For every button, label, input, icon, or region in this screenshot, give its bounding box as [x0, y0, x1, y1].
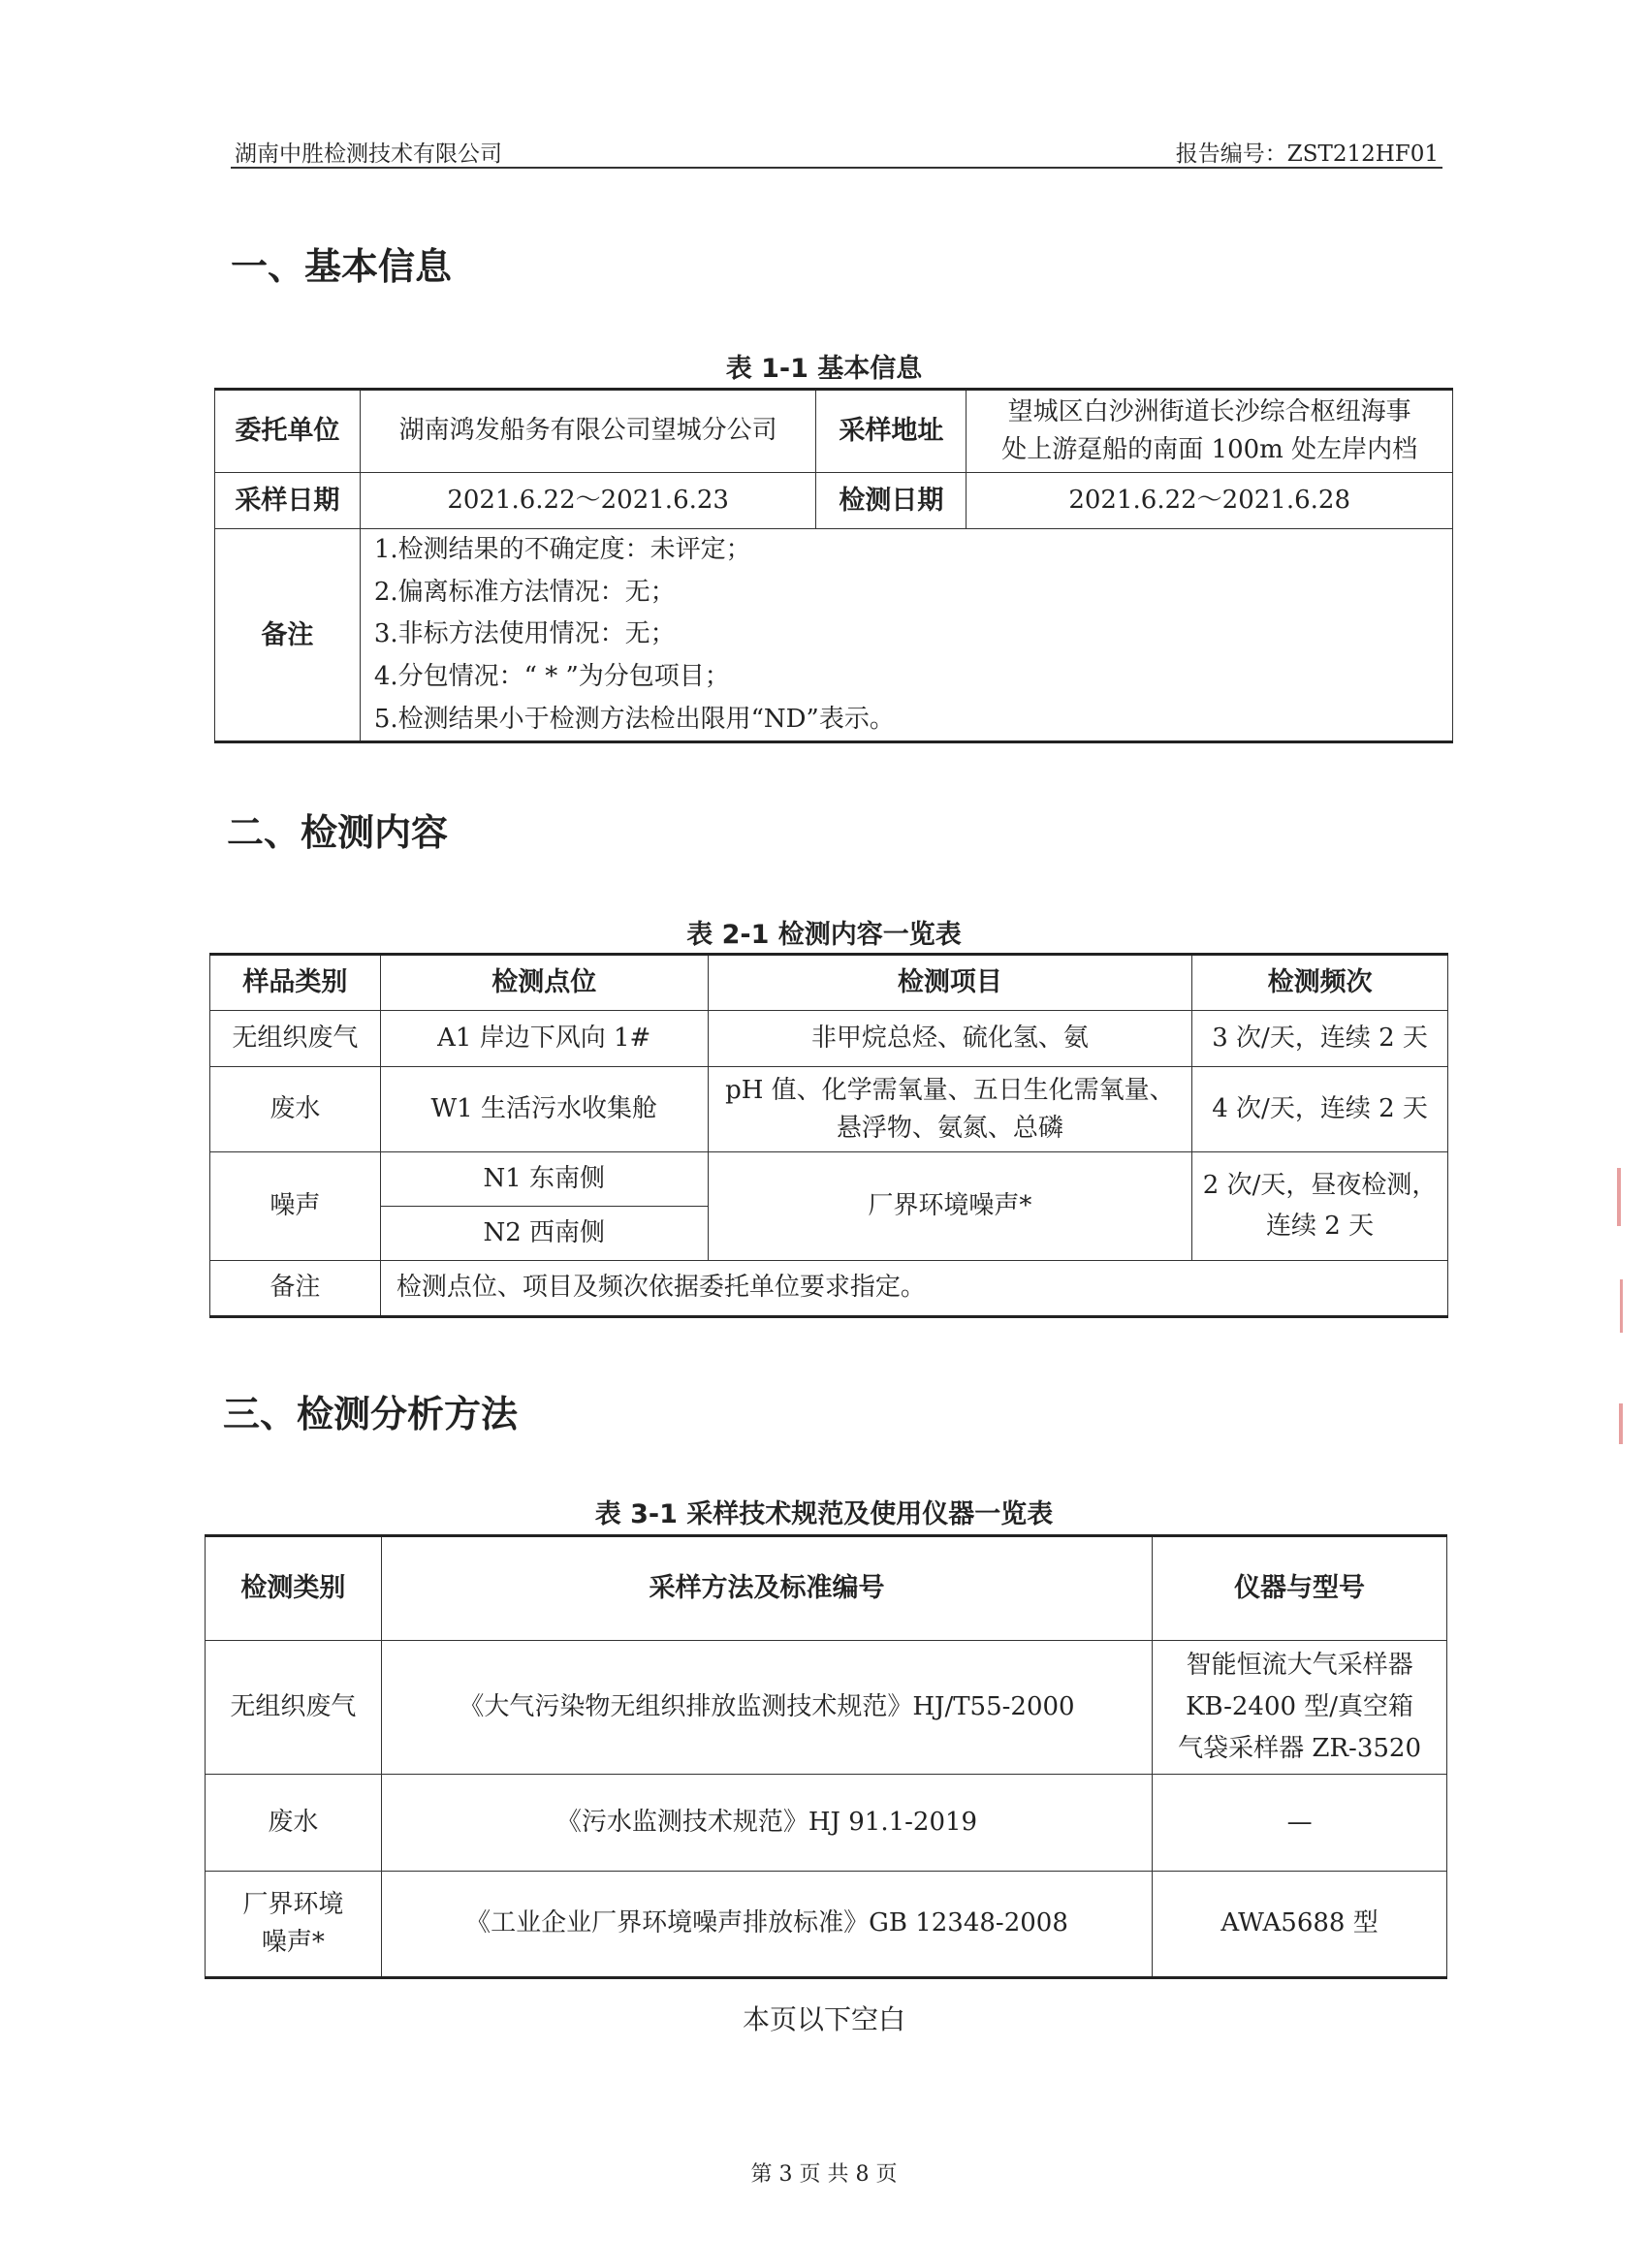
company-name: 湖南中胜检测技术有限公司 — [235, 142, 502, 167]
sample-date-label: 采样日期 — [215, 473, 361, 529]
remarks-label: 备注 — [215, 529, 361, 742]
items-line: pH 值、化学需氧量、五日生化需氧量、 — [725, 1075, 1175, 1105]
point-cell: N2 西南侧 — [380, 1207, 708, 1261]
frequency-cell — [1192, 1152, 1448, 1261]
table1-caption: 表 1-1 基本信息 — [725, 354, 923, 384]
site-line: 望城区白沙洲街道长沙综合枢纽海事 — [1007, 397, 1411, 426]
instrument-line: KB-2400 型/真空箱 — [1186, 1692, 1414, 1722]
method-cell: 《工业企业厂界环境噪声排放标准》GB 12348-2008 — [381, 1872, 1152, 1978]
table-row — [210, 1261, 1448, 1317]
client-value: 湖南鸿发船务有限公司望城分公司 — [360, 390, 816, 473]
page-header — [231, 132, 1442, 169]
category-cell: 废水 — [210, 1067, 381, 1152]
section-title-test-content: 二、检测内容 — [227, 811, 449, 854]
table-row — [206, 1872, 1447, 1978]
remarks-list — [360, 529, 1452, 742]
sample-date-value: 2021.6.22～2021.6.23 — [360, 473, 816, 529]
remark-label: 备注 — [210, 1261, 381, 1317]
remark-item: 5.检测结果小于检测方法检出限用“ND”表示。 — [373, 704, 895, 734]
seal-edge-mark — [1619, 1403, 1623, 1444]
category-line: 厂界环境 — [242, 1890, 344, 1919]
method-cell: 《污水监测技术规范》HJ 91.1-2019 — [381, 1775, 1152, 1872]
table-row — [206, 1775, 1447, 1872]
frequency-line: 2 次/天，昼夜检测， — [1202, 1170, 1438, 1200]
basic-info-table — [214, 388, 1453, 743]
instrument-line: 智能恒流大气采样器 — [1186, 1651, 1413, 1681]
table-row — [215, 473, 1453, 529]
seal-edge-mark — [1620, 1279, 1623, 1333]
table-row — [215, 529, 1453, 742]
blank-below-note: 本页以下空白 — [742, 2003, 905, 2035]
test-date-value: 2021.6.22～2021.6.28 — [967, 473, 1453, 529]
table-row — [210, 1011, 1448, 1067]
items-cell — [708, 1067, 1192, 1152]
section-title-basic-info: 一、基本信息 — [231, 245, 453, 288]
methods-table — [205, 1534, 1447, 1979]
column-header: 样品类别 — [210, 955, 381, 1011]
frequency-cell: 3 次/天，连续 2 天 — [1192, 1011, 1448, 1067]
table-row — [210, 955, 1448, 1011]
category-cell: 无组织废气 — [210, 1011, 381, 1067]
table-row — [210, 1152, 1448, 1207]
items-cell: 厂界环境噪声* — [708, 1152, 1192, 1261]
seal-edge-mark — [1617, 1168, 1621, 1226]
instrument-cell: AWA5688 型 — [1153, 1872, 1447, 1978]
column-header: 仪器与型号 — [1153, 1536, 1447, 1641]
remark-value: 检测点位、项目及频次依据委托单位要求指定。 — [380, 1261, 1447, 1317]
items-cell: 非甲烷总烃、硫化氢、氨 — [708, 1011, 1192, 1067]
table-row — [206, 1536, 1447, 1641]
site-line: 处上游趸船的南面 100m 处左岸内档 — [1001, 435, 1418, 464]
test-date-label: 检测日期 — [816, 473, 967, 529]
remark-item: 1.检测结果的不确定度：未评定； — [373, 535, 751, 564]
category-cell: 噪声 — [210, 1152, 381, 1261]
site-label: 采样地址 — [816, 390, 967, 473]
point-cell: A1 岸边下风向 1# — [380, 1011, 708, 1067]
client-label: 委托单位 — [215, 390, 361, 473]
instrument-cell: — — [1153, 1775, 1447, 1872]
frequency-line: 连续 2 天 — [1266, 1211, 1375, 1241]
page-number: 第 3 页 共 8 页 — [750, 2162, 898, 2187]
column-header: 检测类别 — [206, 1536, 382, 1641]
column-header: 采样方法及标准编号 — [381, 1536, 1152, 1641]
category-cell — [206, 1872, 382, 1978]
test-content-table — [209, 953, 1448, 1318]
remark-item: 3.非标方法使用情况：无； — [373, 619, 676, 649]
method-cell: 《大气污染物无组织排放监测技术规范》HJ/T55-2000 — [381, 1641, 1152, 1775]
report-number: 报告编号：ZST212HF01 — [1175, 142, 1439, 167]
point-cell: W1 生活污水收集舱 — [380, 1067, 708, 1152]
items-line: 悬浮物、氨氮、总磷 — [836, 1113, 1063, 1143]
column-header: 检测项目 — [708, 955, 1192, 1011]
instrument-line: 气袋采样器 ZR-3520 — [1178, 1733, 1421, 1763]
instrument-cell — [1153, 1641, 1447, 1775]
table-row — [206, 1641, 1447, 1775]
category-cell: 无组织废气 — [206, 1641, 382, 1775]
point-cell: N1 东南侧 — [380, 1152, 708, 1207]
table-row — [210, 1067, 1448, 1152]
column-header: 检测点位 — [380, 955, 708, 1011]
category-line: 噪声* — [261, 1928, 325, 1957]
table3-caption: 表 3-1 采样技术规范及使用仪器一览表 — [594, 1499, 1054, 1529]
remark-item: 4.分包情况：“ * ”为分包项目； — [373, 662, 730, 692]
remark-item: 2.偏离标准方法情况：无； — [373, 577, 676, 607]
category-cell: 废水 — [206, 1775, 382, 1872]
table2-caption: 表 2-1 检测内容一览表 — [686, 920, 962, 950]
section-title-analysis-methods: 三、检测分析方法 — [223, 1393, 519, 1435]
site-value — [967, 390, 1453, 473]
column-header: 检测频次 — [1192, 955, 1448, 1011]
frequency-cell: 4 次/天，连续 2 天 — [1192, 1067, 1448, 1152]
table-row — [215, 390, 1453, 473]
